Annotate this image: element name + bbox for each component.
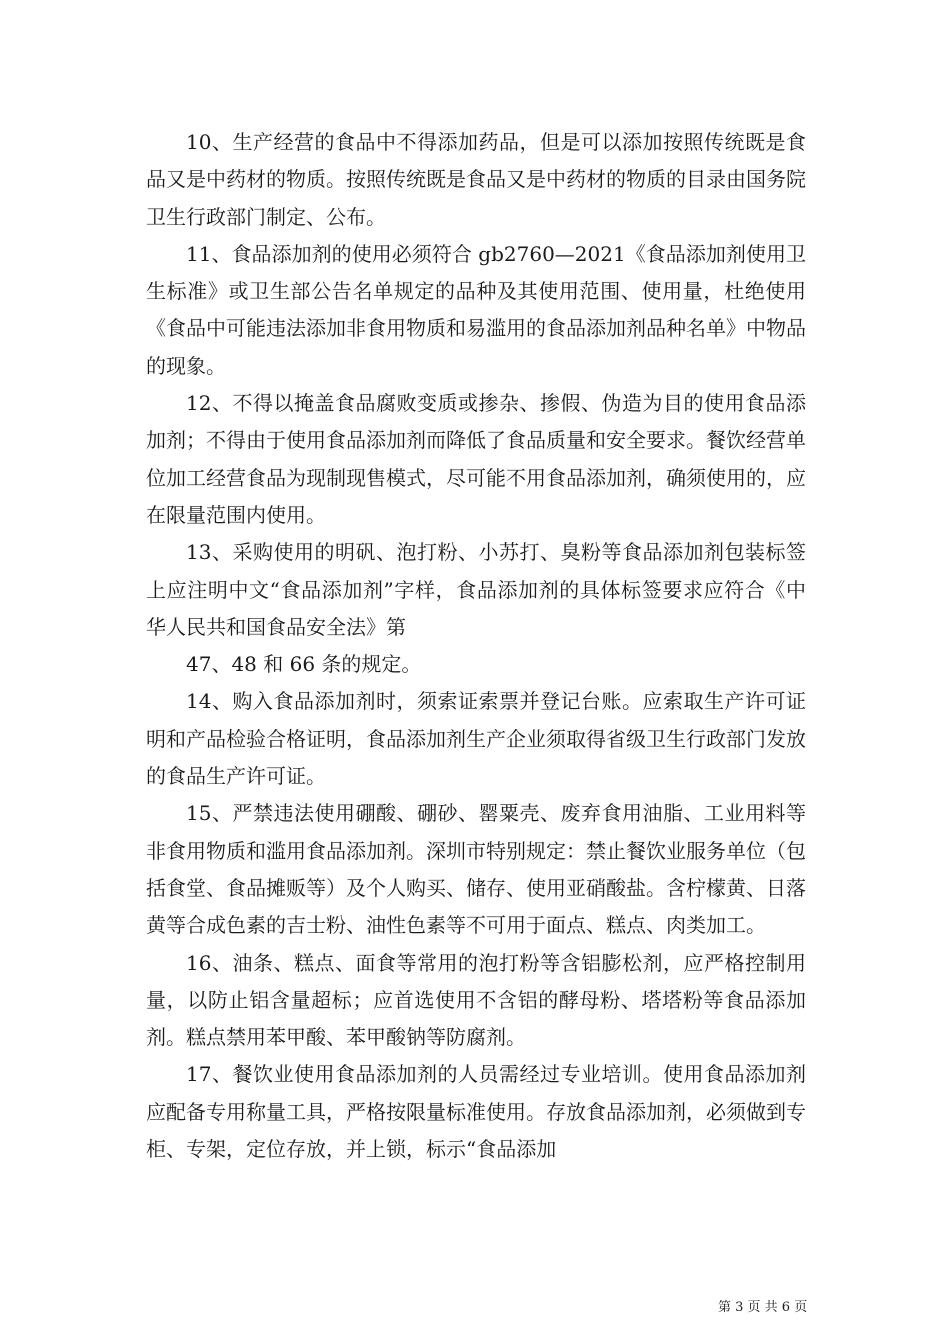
paragraph-16: 16、油条、糕点、面食等常用的泡打粉等含铝膨松剂，应严格控制用量，以防止铝含量超标；应首选使用不含铝的酵母粉、塔塔粉等食品添加剂。糕点禁用苯甲酸、苯甲酸钠等防腐剂。: [146, 950, 806, 1050]
paragraph-17: 17、餐饮业使用食品添加剂的人员需经过专业培训。使用食品添加剂应配备专用称量工具，严格按限量标准使用。存放食品添加剂，必须做到专柜、专架，定位存放，并上锁，标示“食品添加: [146, 1062, 806, 1162]
document-body: [146, 124, 806, 1168]
paragraph-14: 14、购入食品添加剂时，须索证索票并登记台账。应索取生产许可证明和产品检验合格证明，食品添加剂生产企业须取得省级卫生行政部门发放的食品生产许可证。: [146, 689, 806, 789]
paragraph-13-continued: 47、48 和 66 条的规定。: [186, 652, 422, 677]
paragraph-11: 11、食品添加剂的使用必须符合 gb2760—2021《食品添加剂使用卫生标准》或卫生部公告名单规定的品种及其使用范围、使用量，杜绝使用《食品中可能违法添加非食用物质和易滥用的食品添加剂品种名单》中物品的现象。: [146, 241, 806, 378]
paragraph-12: 12、不得以掩盖食品腐败变质或掺杂、掺假、伪造为目的使用食品添加剂；不得由于使用食品添加剂而降低了食品质量和安全要求。餐饮经营单位加工经营食品为现制现售模式，尽可能不用食品添加剂，确须使用的，应在限量范围内使用。: [146, 391, 806, 527]
paragraph-15: 15、严禁违法使用硼酸、硼砂、罂粟壳、废弃食用油脂、工业用料等非食用物质和滥用食品添加剂。深圳市特别规定：禁止餐饮业服务单位（包括食堂、食品摊贩等）及个人购买、储存、使用亚硝酸盐。含柠檬黄、日落黄等合成色素的吉士粉、油性色素等不可用于面点、糕点、肉类加工。: [146, 801, 806, 938]
paragraph-13: 13、采购使用的明矾、泡打粉、小苏打、臭粉等食品添加剂包装标签上应注明中文“食品添加剂”字样，食品添加剂的具体标签要求应符合《中华人民共和国食品安全法》第: [146, 540, 806, 639]
paragraph-10: 10、生产经营的食品中不得添加药品，但是可以添加按照传统既是食品又是中药材的物质。按照传统既是食品又是中药材的物质的目录由国务院卫生行政部门制定、公布。: [146, 130, 806, 229]
page-number-footer: 第 3 页 共 6 页: [718, 1300, 808, 1315]
